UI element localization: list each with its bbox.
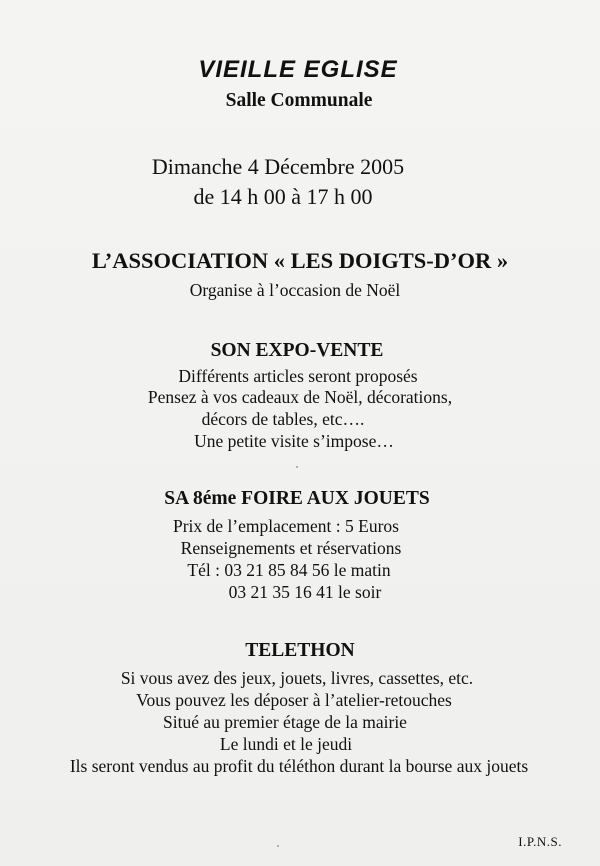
ipns-mention: I.P.N.S. (518, 834, 562, 849)
association-tagline: Organise à l’occasion de Noël (189, 280, 401, 300)
foire-heading: SA 8éme FOIRE AUX JOUETS (164, 488, 430, 509)
foire-line: Renseignements et réservations (180, 538, 402, 558)
association-name: L’ASSOCIATION « LES DOIGTS-D’OR » (91, 248, 509, 273)
telethon-line: Ils seront vendus au profit du téléthon durant la bourse aux jouets (69, 756, 529, 776)
telethon-line: Le lundi et le jeudi (219, 734, 353, 754)
telethon-line: Situé au premier étage de la mairie (163, 712, 407, 732)
expo-heading: SON EXPO-VENTE (210, 340, 384, 361)
telethon-heading: TELETHON (245, 640, 355, 661)
foire-phone-evening: 03 21 35 16 41 le soir (228, 582, 382, 602)
expo-line: Pensez à vos cadeaux de Noël, décorations, (147, 387, 453, 407)
paper-speck (296, 466, 298, 468)
paper-speck (277, 845, 279, 847)
telethon-line: Vous pouvez les déposer à l’atelier-retouches (136, 690, 452, 710)
flyer-title: VIEILLE EGLISE (198, 56, 398, 83)
expo-line: décors de tables, etc…. (201, 409, 365, 429)
expo-line: Une petite visite s’impose… (194, 431, 394, 451)
event-hours: de 14 h 00 à 17 h 00 (193, 184, 373, 209)
flyer-subtitle: Salle Communale (225, 90, 373, 111)
foire-line: Prix de l’emplacement : 5 Euros (173, 516, 399, 536)
telethon-line: Si vous avez des jeux, jouets, livres, cassettes, etc. (120, 668, 474, 688)
foire-phone-morning: Tél : 03 21 85 84 56 le matin (187, 560, 391, 580)
expo-line: Différents articles seront proposés (178, 366, 418, 386)
event-date: Dimanche 4 Décembre 2005 (151, 154, 405, 179)
